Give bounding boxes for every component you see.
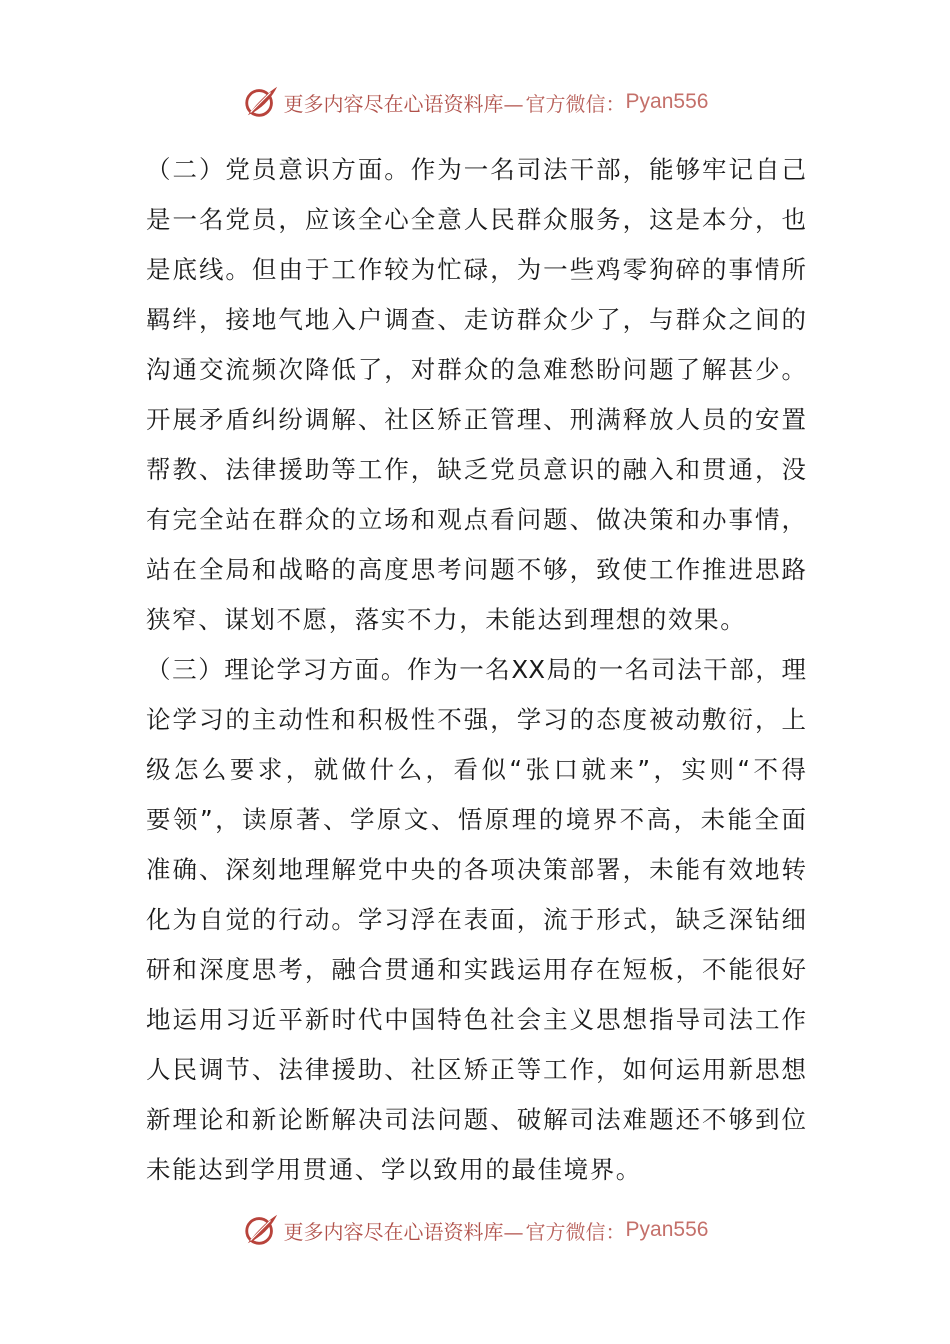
- text-line: 是一名党员，应该全心全意人民群众服务，这是本分，也: [146, 205, 806, 234]
- text-line: 帮教、法律援助等工作，缺乏党员意识的融入和贯通，没: [146, 455, 806, 484]
- text-line: 论学习的主动性和积极性不强，学习的态度被动敷衍，上: [146, 705, 806, 734]
- text-line: 未能达到学用贯通、学以致用的最佳境界。: [146, 1155, 642, 1184]
- banner-account-label: 官方微信：: [525, 91, 626, 116]
- header-banner: [0, 80, 950, 124]
- banner-account-id: Pyan556: [625, 90, 709, 113]
- text-line: 化为自觉的行动。学习浮在表面，流于形式，缺乏深钻细: [146, 905, 806, 934]
- banner-slogan: 更多内容尽在心语资料库—: [283, 91, 524, 116]
- footer-banner: [0, 1208, 950, 1252]
- text-line: （二）党员意识方面。作为一名司法干部，能够牢记自己: [146, 155, 806, 184]
- text-line: 开展矛盾纠纷调解、社区矫正管理、刑满释放人员的安置: [146, 405, 806, 434]
- text-line: 羁绊，接地气地入户调查、走访群众少了，与群众之间的: [146, 305, 806, 334]
- banner-account-id: Pyan556: [625, 1218, 709, 1241]
- text-line: 沟通交流频次降低了，对群众的急难愁盼问题了解甚少。: [146, 355, 806, 384]
- text-line: 级怎么要求，就做什么，看似“张口就来”，实则“不得: [146, 755, 806, 784]
- text-line: 研和深度思考，融合贯通和实践运用存在短板，不能很好: [146, 955, 806, 984]
- text-line: 新理论和新论断解决司法问题、破解司法难题还不够到位: [146, 1105, 806, 1134]
- text-line: 有完全站在群众的立场和观点看问题、做决策和办事情，: [146, 505, 806, 534]
- banner-account-label: 官方微信：: [525, 1219, 626, 1244]
- banner-slogan: 更多内容尽在心语资料库—: [283, 1219, 524, 1244]
- text-line: 是底线。但由于工作较为忙碌，为一些鸡零狗碎的事情所: [146, 255, 806, 284]
- text-line: 站在全局和战略的高度思考问题不够，致使工作推进思路: [146, 555, 806, 584]
- text-line: 狭窄、谋划不愿，落实不力，未能达到理想的效果。: [146, 605, 747, 634]
- quill-logo-icon: [242, 83, 280, 121]
- text-line: 人民调节、法律援助、社区矫正等工作，如何运用新思想: [146, 1055, 806, 1084]
- body-text: [146, 145, 806, 1195]
- quill-logo-icon: [242, 1211, 280, 1249]
- text-line: 要领”，读原著、学原文、悟原理的境界不高，未能全面: [146, 805, 806, 834]
- text-line: 准确、深刻地理解党中央的各项决策部署，未能有效地转: [146, 855, 806, 884]
- text-line: （三）理论学习方面。作为一名XX局的一名司法干部，理: [146, 655, 806, 684]
- text-line: 地运用习近平新时代中国特色社会主义思想指导司法工作: [146, 1005, 806, 1034]
